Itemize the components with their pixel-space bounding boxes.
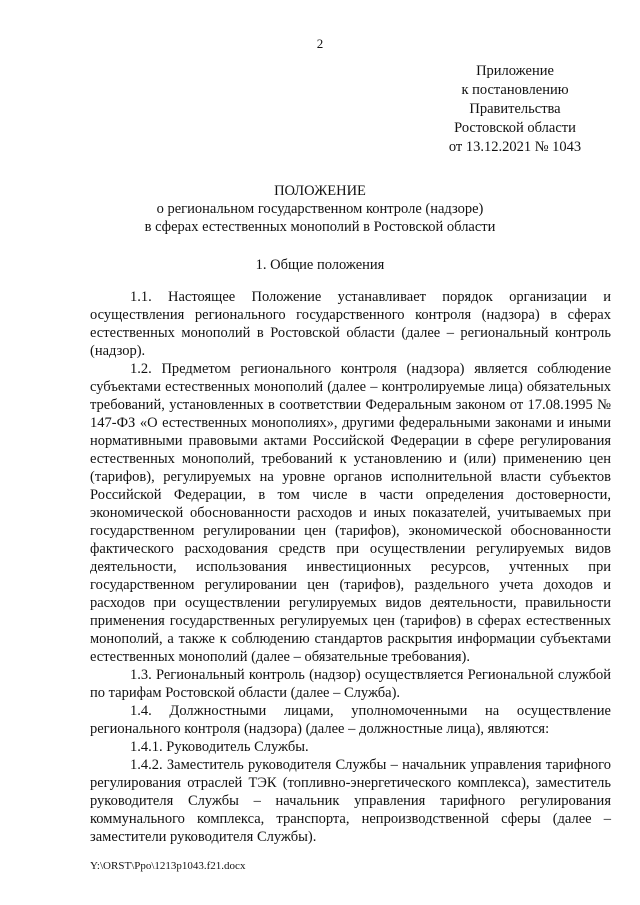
paragraph-1-4-1: 1.4.1. Руководитель Службы. [130,739,309,755]
appendix-line: Ростовской области [454,120,576,136]
title-heading: ПОЛОЖЕНИЕ [274,183,366,199]
title-subtitle-line: в сферах естественных монополий в Ростовской области [144,219,496,235]
appendix-line: Правительства [469,101,561,117]
footer-file-path: Y:\ORST\Ppo\1213p1043.f21.docx [90,860,246,872]
paragraph-1-4-2: 1.4.2. Заместитель руководителя Службы – начальник управления тарифного регулирования отраслей ТЭК (топливно-энергетического комплекса), заместитель руководителя Службы – начальник управления тарифного регулирования коммунального комплекса, транспорта, непроизводственной сферы (далее – заместители руководителя Службы). [90,757,611,845]
title-subtitle-line: о региональном государственном контроле (надзоре) [156,201,484,217]
paragraph-1-1: 1.1. Настоящее Положение устанавливает порядок организации и осуществления регионального государственного контроля (надзора) в сферах естественных монополий в Ростовской области (далее – региональный контроль (надзор). [90,289,611,359]
paragraph-1-4: 1.4. Должностными лицами, уполномоченными на осуществление регионального контроля (надзора) (далее – должностные лица), являются: [90,703,611,737]
page-number: 2 [316,36,324,51]
appendix-line: к постановлению [461,82,569,98]
appendix-line: Приложение [476,63,554,79]
appendix-block [440,62,590,157]
appendix-line: от 13.12.2021 № 1043 [448,139,582,155]
body-text [90,288,611,846]
paragraph-1-2: 1.2. Предметом регионального контроля (надзора) является соблюдение субъектами естественных монополий (далее – контролируемые лица) обязательных требований, установленных в соответствии Федеральным законом от 17.08.1995 № 147-ФЗ «О естественных монополиях», другими федеральными законами и иными нормативными правовыми актами Российской Федерации в сфере регулирования естественных монополий, требований к установлению и (или) применению цен (тарифов), регулируемых на уровне органов исполнительной власти субъектов Российской Федерации, в том числе в части определения достоверности, экономической обоснованности расходов и иных показателей, учитываемых при государственном регулировании цен (тарифов), экономической обоснованности фактического расходования средств при осуществлении регулируемых видов деятельности, использования инвестиционных ресурсов, учтенных при государственном регулировании цен (тарифов), раздельного учета доходов и расходов при осуществлении регулируемых видов деятельности, правильности применения государственных регулируемых цен (тарифов) в сферах естественных монополий, а также к соблюдению стандартов раскрытия информации субъектами естественных монополий (далее – обязательные требования). [90,361,611,665]
paragraph-1-3: 1.3. Региональный контроль (надзор) осуществляется Региональной службой по тарифам Ростовской области (далее – Служба). [90,667,611,701]
document-title [60,182,580,236]
section-heading: 1. Общие положения [255,257,385,273]
